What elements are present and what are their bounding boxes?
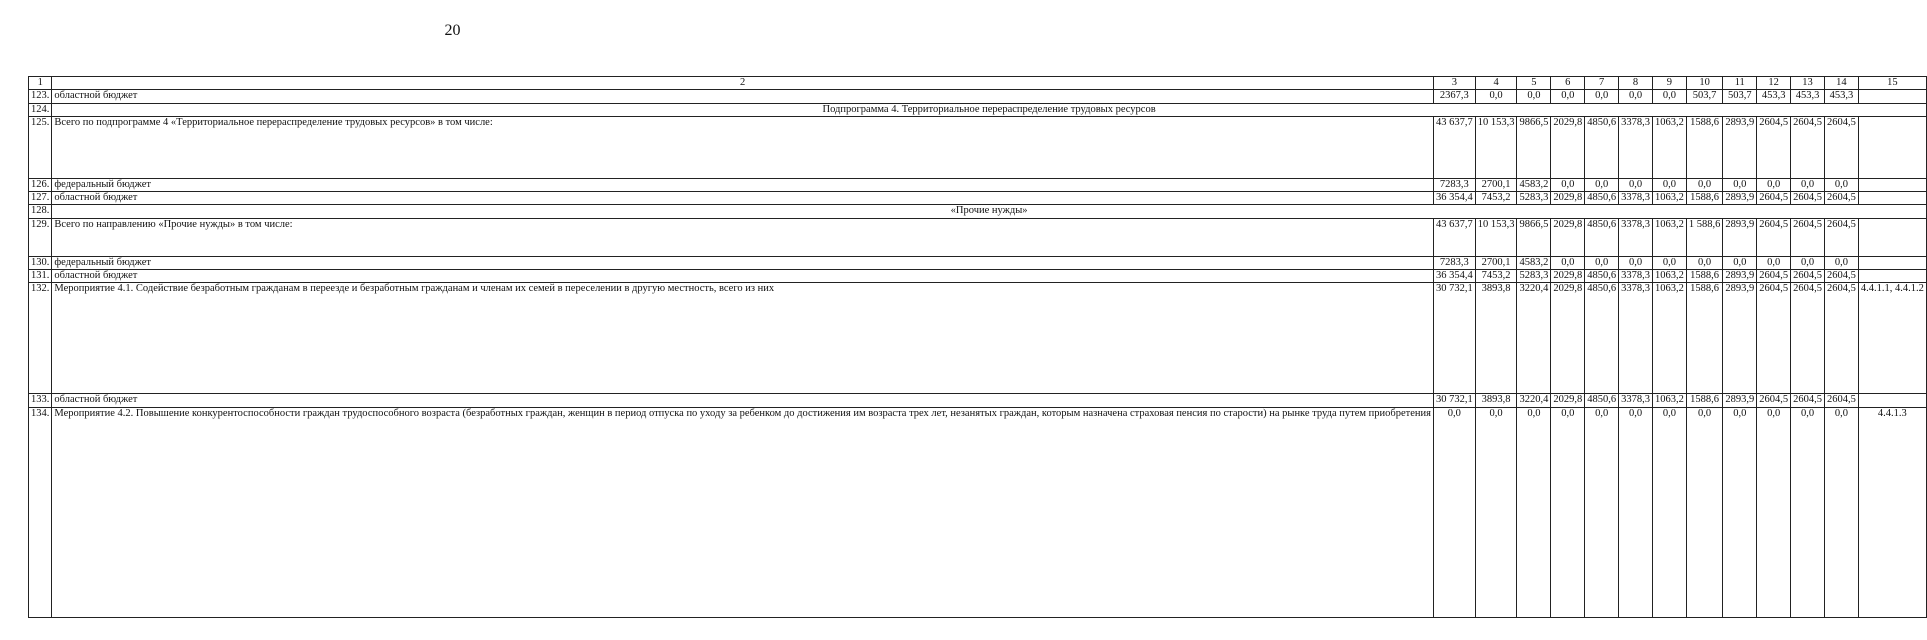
row-label: федеральный бюджет	[52, 178, 1434, 191]
indicator-ref: 4.4.1.1, 4.4.1.2	[1858, 283, 1926, 394]
value-cell: 3220,4	[1517, 394, 1551, 407]
value-cell: 2029,8	[1551, 192, 1585, 205]
table-row	[29, 283, 1927, 394]
value-cell: 0,0	[1475, 407, 1517, 617]
value-cell: 4850,6	[1585, 283, 1619, 394]
value-cell: 0,0	[1791, 178, 1825, 191]
value-cell: 0,0	[1757, 407, 1791, 617]
value-cell: 4583,2	[1517, 178, 1551, 191]
value-cell: 0,0	[1686, 256, 1723, 269]
value-cell: 2029,8	[1551, 218, 1585, 256]
value-cell: 30 732,1	[1433, 283, 1475, 394]
value-cell: 0,0	[1619, 178, 1653, 191]
column-header-cell: 13	[1791, 77, 1825, 90]
value-cell: 3378,3	[1619, 218, 1653, 256]
value-cell: 2367,3	[1433, 90, 1475, 103]
value-cell: 0,0	[1619, 90, 1653, 103]
table-row	[29, 218, 1927, 256]
value-cell: 4850,6	[1585, 394, 1619, 407]
value-cell: 0,0	[1824, 407, 1858, 617]
value-cell: 0,0	[1791, 256, 1825, 269]
value-cell: 0,0	[1585, 407, 1619, 617]
value-cell: 0,0	[1723, 256, 1757, 269]
value-cell: 2604,5	[1824, 394, 1858, 407]
value-cell: 4850,6	[1585, 270, 1619, 283]
value-cell: 0,0	[1791, 407, 1825, 617]
value-cell: 0,0	[1652, 256, 1686, 269]
value-cell: 2604,5	[1757, 394, 1791, 407]
value-cell: 36 354,4	[1433, 192, 1475, 205]
row-label: областной бюджет	[52, 90, 1434, 103]
value-cell: 30 732,1	[1433, 394, 1475, 407]
value-cell: 9866,5	[1517, 218, 1551, 256]
value-cell: 2029,8	[1551, 270, 1585, 283]
column-header-cell: 8	[1619, 77, 1653, 90]
value-cell: 2893,9	[1723, 192, 1757, 205]
value-cell: 0,0	[1824, 256, 1858, 269]
page-number: 20	[444, 22, 461, 39]
value-cell: 43 637,7	[1433, 218, 1475, 256]
value-cell: 2604,5	[1757, 270, 1791, 283]
value-cell: 3378,3	[1619, 283, 1653, 394]
value-cell: 2700,1	[1475, 256, 1517, 269]
value-cell: 1063,2	[1652, 192, 1686, 205]
indicator-ref	[1858, 218, 1926, 256]
table-row	[29, 90, 1927, 103]
row-number: 132.	[29, 283, 52, 394]
value-cell: 7283,3	[1433, 178, 1475, 191]
value-cell: 2604,5	[1791, 116, 1825, 178]
value-cell: 0,0	[1585, 256, 1619, 269]
value-cell: 0,0	[1475, 90, 1517, 103]
value-cell: 2029,8	[1551, 116, 1585, 178]
value-cell: 1588,6	[1686, 116, 1723, 178]
value-cell: 5283,3	[1517, 192, 1551, 205]
value-cell: 4583,2	[1517, 256, 1551, 269]
value-cell: 3378,3	[1619, 116, 1653, 178]
value-cell: 1588,6	[1686, 270, 1723, 283]
value-cell: 0,0	[1585, 90, 1619, 103]
value-cell: 2893,9	[1723, 270, 1757, 283]
value-cell: 2604,5	[1824, 283, 1858, 394]
table-row	[29, 394, 1927, 407]
value-cell: 0,0	[1585, 178, 1619, 191]
column-header-cell: 11	[1723, 77, 1757, 90]
value-cell: 503,7	[1686, 90, 1723, 103]
value-cell: 2893,9	[1723, 116, 1757, 178]
value-cell: 0,0	[1723, 178, 1757, 191]
column-header-cell: 15	[1858, 77, 1926, 90]
value-cell: 0,0	[1433, 407, 1475, 617]
indicator-ref	[1858, 192, 1926, 205]
table-row	[29, 192, 1927, 205]
table-row	[29, 270, 1927, 283]
row-number: 130.	[29, 256, 52, 269]
value-cell: 2604,5	[1824, 270, 1858, 283]
row-number: 125.	[29, 116, 52, 178]
row-number: 129.	[29, 218, 52, 256]
value-cell: 2029,8	[1551, 394, 1585, 407]
value-cell: 3893,8	[1475, 394, 1517, 407]
value-cell: 0,0	[1619, 407, 1653, 617]
indicator-ref	[1858, 394, 1926, 407]
row-label: областной бюджет	[52, 270, 1434, 283]
value-cell: 2604,5	[1757, 283, 1791, 394]
value-cell: 1063,2	[1652, 270, 1686, 283]
value-cell: 2604,5	[1757, 116, 1791, 178]
value-cell: 0,0	[1517, 90, 1551, 103]
value-cell: 7453,2	[1475, 192, 1517, 205]
row-number: 127.	[29, 192, 52, 205]
value-cell: 7283,3	[1433, 256, 1475, 269]
indicator-ref	[1858, 256, 1926, 269]
value-cell: 0,0	[1652, 407, 1686, 617]
value-cell: 0,0	[1551, 178, 1585, 191]
value-cell: 2604,5	[1757, 218, 1791, 256]
column-header-cell: 1	[29, 77, 52, 90]
column-header-row	[29, 77, 1927, 90]
value-cell: 0,0	[1551, 256, 1585, 269]
value-cell: 503,7	[1723, 90, 1757, 103]
column-header-cell: 6	[1551, 77, 1585, 90]
value-cell: 2604,5	[1791, 192, 1825, 205]
value-cell: 0,0	[1517, 407, 1551, 617]
row-number: 126.	[29, 178, 52, 191]
row-number: 123.	[29, 90, 52, 103]
value-cell: 3893,8	[1475, 283, 1517, 394]
row-number: 131.	[29, 270, 52, 283]
value-cell: 1063,2	[1652, 283, 1686, 394]
value-cell: 7453,2	[1475, 270, 1517, 283]
value-cell: 1588,6	[1686, 394, 1723, 407]
value-cell: 1588,6	[1686, 192, 1723, 205]
row-label: Мероприятие 4.2. Повышение конкурентоспособности граждан трудоспособного возраста (безработных граждан, женщин в период отпуска по уходу за ребенком до достижения им возраста трех лет, незанятых граждан, которым назначена страховая пенсия по старости) на рынке труда путем приобретения	[52, 407, 1434, 617]
value-cell: 2893,9	[1723, 218, 1757, 256]
row-label: областной бюджет	[52, 394, 1434, 407]
section-title: Подпрограмма 4. Территориальное перераспределение трудовых ресурсов	[52, 103, 1926, 116]
section-title: «Прочие нужды»	[52, 205, 1926, 218]
table-row	[29, 116, 1927, 178]
row-number: 134.	[29, 407, 52, 617]
value-cell: 0,0	[1757, 178, 1791, 191]
value-cell: 2604,5	[1824, 218, 1858, 256]
value-cell: 2700,1	[1475, 178, 1517, 191]
value-cell: 3220,4	[1517, 283, 1551, 394]
value-cell: 0,0	[1757, 256, 1791, 269]
value-cell: 4850,6	[1585, 116, 1619, 178]
value-cell: 0,0	[1551, 407, 1585, 617]
value-cell: 43 637,7	[1433, 116, 1475, 178]
value-cell: 1588,6	[1686, 283, 1723, 394]
indicator-ref: 4.4.1.3	[1858, 407, 1926, 617]
value-cell: 2604,5	[1791, 218, 1825, 256]
table-row	[29, 407, 1927, 617]
value-cell: 0,0	[1619, 256, 1653, 269]
column-header-cell: 7	[1585, 77, 1619, 90]
column-header-cell: 5	[1517, 77, 1551, 90]
value-cell: 3378,3	[1619, 270, 1653, 283]
indicator-ref	[1858, 178, 1926, 191]
value-cell: 2029,8	[1551, 283, 1585, 394]
value-cell: 36 354,4	[1433, 270, 1475, 283]
row-label: областной бюджет	[52, 192, 1434, 205]
value-cell: 2604,5	[1791, 394, 1825, 407]
value-cell: 4850,6	[1585, 192, 1619, 205]
row-number: 133.	[29, 394, 52, 407]
value-cell: 3378,3	[1619, 192, 1653, 205]
row-label: Всего по направлению «Прочие нужды» в том числе:	[52, 218, 1434, 256]
value-cell: 1063,2	[1652, 394, 1686, 407]
column-header-cell: 12	[1757, 77, 1791, 90]
value-cell: 3378,3	[1619, 394, 1653, 407]
budget-table	[28, 76, 1927, 618]
value-cell: 4850,6	[1585, 218, 1619, 256]
column-header-cell: 4	[1475, 77, 1517, 90]
row-number: 128.	[29, 205, 52, 218]
value-cell: 0,0	[1686, 178, 1723, 191]
column-header-cell: 3	[1433, 77, 1475, 90]
indicator-ref	[1858, 270, 1926, 283]
table-row	[29, 256, 1927, 269]
value-cell: 0,0	[1652, 178, 1686, 191]
section-row	[29, 205, 1927, 218]
row-label: Всего по подпрограмме 4 «Территориальное перераспределение трудовых ресурсов» в том числе:	[52, 116, 1434, 178]
value-cell: 0,0	[1551, 90, 1585, 103]
column-header-cell: 2	[52, 77, 1434, 90]
table-row	[29, 178, 1927, 191]
value-cell: 0,0	[1686, 407, 1723, 617]
value-cell: 10 153,3	[1475, 218, 1517, 256]
value-cell: 453,3	[1791, 90, 1825, 103]
value-cell: 2604,5	[1824, 192, 1858, 205]
row-label: федеральный бюджет	[52, 256, 1434, 269]
value-cell: 2604,5	[1757, 192, 1791, 205]
row-label: Мероприятие 4.1. Содействие безработным гражданам в переезде и безработным гражданам и членам их семей в переселении в другую местность, всего из них	[52, 283, 1434, 394]
value-cell: 1 588,6	[1686, 218, 1723, 256]
value-cell: 2604,5	[1824, 116, 1858, 178]
column-header-cell: 14	[1824, 77, 1858, 90]
value-cell: 2893,9	[1723, 394, 1757, 407]
indicator-ref	[1858, 116, 1926, 178]
value-cell: 0,0	[1652, 90, 1686, 103]
value-cell: 2893,9	[1723, 283, 1757, 394]
value-cell: 10 153,3	[1475, 116, 1517, 178]
value-cell: 453,3	[1757, 90, 1791, 103]
value-cell: 9866,5	[1517, 116, 1551, 178]
value-cell: 1063,2	[1652, 116, 1686, 178]
value-cell: 453,3	[1824, 90, 1858, 103]
row-number: 124.	[29, 103, 52, 116]
value-cell: 5283,3	[1517, 270, 1551, 283]
column-header-cell: 9	[1652, 77, 1686, 90]
value-cell: 1063,2	[1652, 218, 1686, 256]
value-cell: 2604,5	[1791, 270, 1825, 283]
indicator-ref	[1858, 90, 1926, 103]
value-cell: 0,0	[1723, 407, 1757, 617]
value-cell: 2604,5	[1791, 283, 1825, 394]
column-header-cell: 10	[1686, 77, 1723, 90]
value-cell: 0,0	[1824, 178, 1858, 191]
section-row	[29, 103, 1927, 116]
